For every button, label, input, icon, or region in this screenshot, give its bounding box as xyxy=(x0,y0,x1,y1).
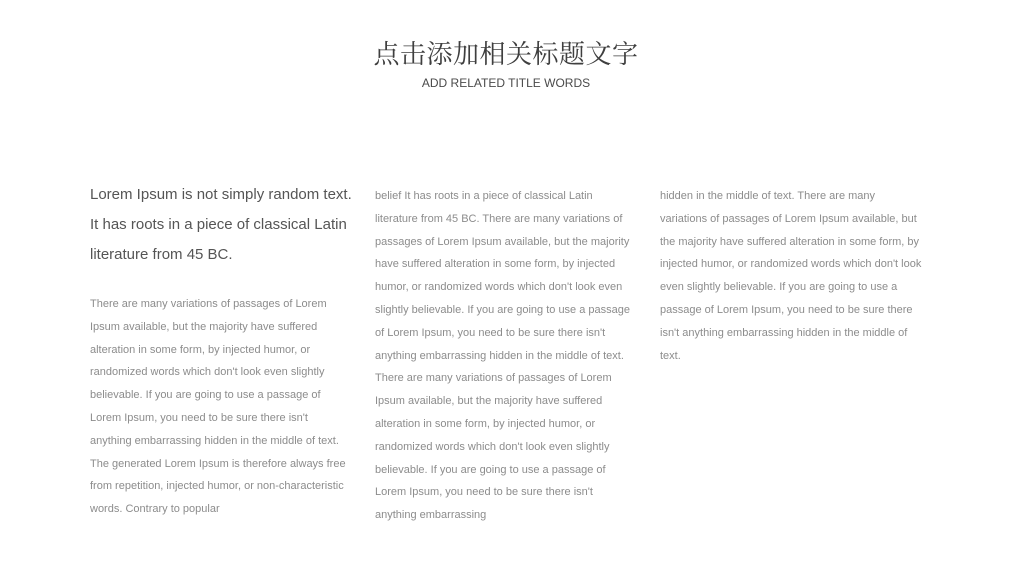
body-paragraph-column-3: hidden in the middle of text. There are many variations of passages of Lorem Ipsum available, but the majority have suffered alteration in some form, by injected humor, or randomized words which don't look even slightly believable. If you are going to use a passage of Lorem Ipsum, you need to be sure there isn't anything embarrassing hidden in the middle of text. xyxy=(660,190,922,362)
page-subtitle: ADD RELATED TITLE WORDS xyxy=(421,76,591,90)
body-paragraph-column-2: belief It has roots in a piece of classical Latin literature from 45 BC. There are many variations of passages of Lorem Ipsum available, but the majority have suffered alteration in some form, by injected humor, or randomized words which don't look even slightly believable. If you are going to use a passage of Lorem Ipsum, you need to be sure there isn't anything embarrassing hidden in the middle of text. There are many variations of passages of Lorem Ipsum available, but the majority have suffered alteration in some form, by injected humor, or randomized words which don't look even slightly believable. If you are going to use a passage of Lorem Ipsum, you need to be sure there isn't anything embarrassing xyxy=(375,190,630,522)
lead-paragraph: Lorem Ipsum is not simply random text. It has roots in a piece of classical Latin literature from 45 BC. xyxy=(90,186,352,263)
page-title: 点击添加相关标题文字 xyxy=(373,40,639,70)
body-paragraph-column-1: There are many variations of passages of Lorem Ipsum available, but the majority have suffered alteration in some form, by injected humor, or randomized words which don't look even slightly believable. If you are going to use a passage of Lorem Ipsum, you need to be sure there isn't anything embarrassing hidden in the middle of text. The generated Lorem Ipsum is therefore always free from repetition, injected humor, or non-characteristic words. Contrary to popular xyxy=(90,298,346,516)
